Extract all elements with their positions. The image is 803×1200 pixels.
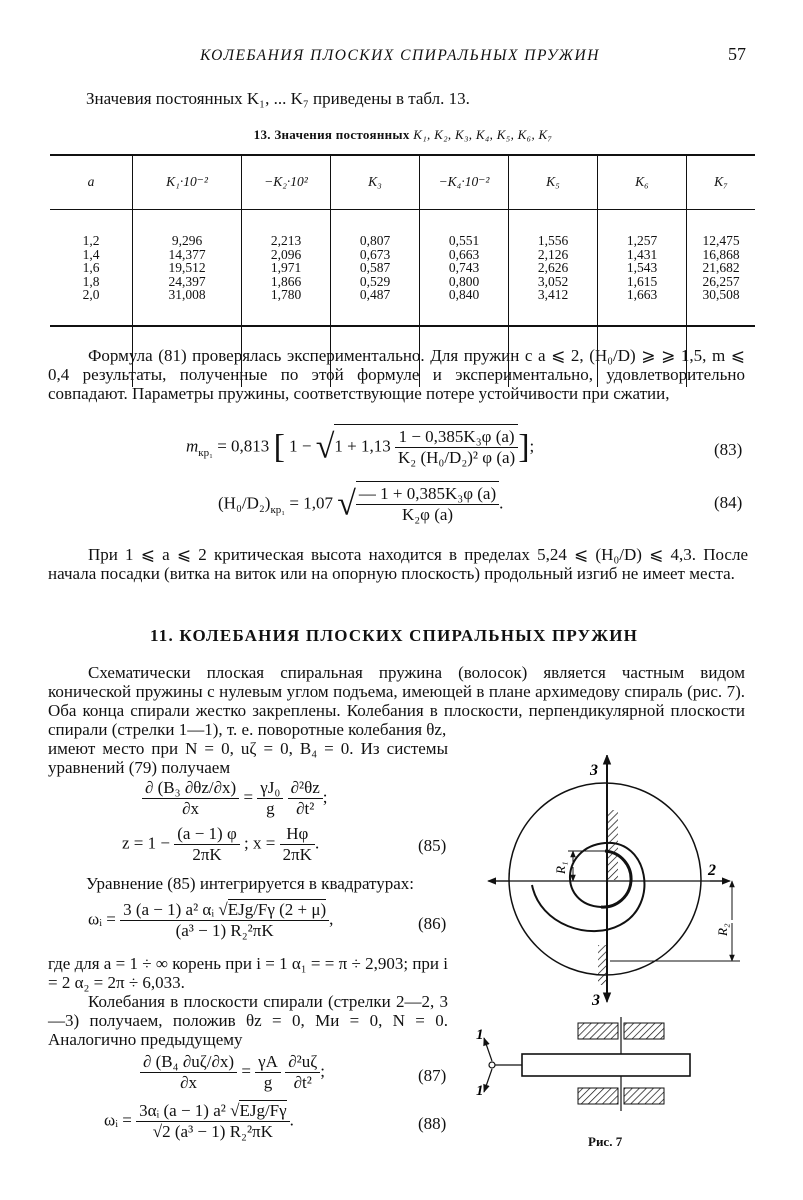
table-cell: 1,2 <box>82 233 100 248</box>
equation-torsional <box>142 778 328 819</box>
table-cell: 1,257 <box>626 233 658 248</box>
sqrt-body <box>334 424 518 468</box>
side-pivot <box>489 1062 495 1068</box>
figure-7 <box>470 755 770 1140</box>
sqrt-sign: √ <box>315 428 335 466</box>
table-cell: 1,431 <box>626 246 658 262</box>
eq85-den: 2πK <box>192 845 222 864</box>
eq83-inner: 1 + 1,13 <box>334 436 391 456</box>
table-cell: 0,663 <box>448 246 480 262</box>
col-header: K₃ <box>331 155 420 210</box>
paragraph-text: где для a = 1 ÷ ∞ корень при i = 1 α₁ = = π ÷ 2,903; при i = 2 α₂ = 2π ÷ 6,033. <box>48 954 448 992</box>
eq86-fraction <box>120 900 329 941</box>
eq88-den-tail: R₂²πK <box>229 1122 273 1141</box>
table-cell: 9,296 <box>171 233 203 248</box>
equation-85 <box>122 824 319 865</box>
eq85-num: (a − 1) φ <box>174 824 240 845</box>
eq87-frac2 <box>255 1052 281 1093</box>
paragraph-critical-height <box>48 545 748 583</box>
paragraph-text: При 1 ⩽ a ⩽ 2 критическая высота находится в пределах 5,24 ⩽ (H₀/D) ⩽ 4,3. После начала посадки (витка на виток или на опорную плоскость) продольный изгиб не имеет места. <box>48 545 748 583</box>
eq84-sub: кр₁ <box>270 503 286 516</box>
table-cell: 2,626 <box>537 260 569 276</box>
col-header: K₅ <box>509 155 598 210</box>
eqA-num1: ∂ (B₃ ∂θz/∂x) <box>142 778 239 799</box>
left-bracket: [ <box>273 428 285 466</box>
eq87-equals: = <box>241 1061 251 1081</box>
table-cell: 1,780 <box>270 287 302 303</box>
eq87-frac3 <box>285 1052 320 1093</box>
eq87-frac1 <box>140 1052 237 1093</box>
eq85-mid: ; x = <box>244 833 276 853</box>
eq85-number: (85) <box>418 836 447 855</box>
eqA-den3: ∂t² <box>296 799 315 818</box>
equation-83 <box>186 424 534 468</box>
eq86-number: (86) <box>418 914 447 933</box>
eq83-num: 1 − 0,385K₃φ (a) <box>395 427 518 448</box>
eq85-frac1 <box>174 824 240 865</box>
side-clamp-right-bottom <box>624 1088 664 1104</box>
eq84-tail: . <box>499 493 504 513</box>
right-bracket: ] <box>518 428 530 466</box>
table-caption-symbols: K₁, K₂, K₃, K₄, K₅, K₆, K₇ <box>413 127 553 142</box>
eq87-number: (87) <box>418 1066 447 1085</box>
table-cell: 1,663 <box>626 287 658 303</box>
table-cell: 0,807 <box>359 233 391 248</box>
eq87-den2: g <box>263 1073 273 1092</box>
paragraph-text: имеют место при N = 0, uζ = 0, B₄ = 0. Из системы уравнений (79) получаем <box>48 739 448 777</box>
table-cell: 30,508 <box>702 287 740 303</box>
equation-87 <box>140 1052 325 1093</box>
eq84-number: (84) <box>714 493 743 512</box>
eq88-num: 3αᵢ (a − 1) a² <box>139 1101 226 1120</box>
eq83-fraction <box>395 427 518 468</box>
table-cell: 21,682 <box>702 260 740 276</box>
paragraph-in-plane <box>48 992 448 1049</box>
table-header-row <box>50 155 755 210</box>
equation-88 <box>104 1101 294 1142</box>
eq88-number: (88) <box>418 1114 447 1133</box>
table-cell: 0,487 <box>359 287 391 303</box>
table-rule-bottom <box>50 325 755 327</box>
table-cell: 3,412 <box>537 287 569 303</box>
col-header: K₁·10⁻² <box>133 155 242 210</box>
eqA-den2: g <box>266 799 275 818</box>
table-caption-text: Значения постоянных <box>274 127 410 142</box>
label-r2: R₂ <box>715 923 730 936</box>
eq86-num: 3 (a − 1) a² αᵢ <box>123 900 215 919</box>
label-3-top: 3 <box>590 762 598 779</box>
eqA-frac1 <box>142 778 239 819</box>
eq83-lhs: m <box>186 436 199 456</box>
paragraph-text: Уравнение (85) интегрируется в квадратурах: <box>86 874 415 893</box>
eq86-num-row: 3 (a − 1) a² αᵢ √EJg/Fγ (2 + μ) <box>120 900 329 921</box>
eq83-coef: = 0,813 <box>217 436 270 456</box>
table-cell: 19,512 <box>168 260 206 276</box>
table-cell: 16,868 <box>702 246 740 262</box>
table-cell: 1,615 <box>626 273 658 289</box>
eq86-lhs: ωᵢ = <box>88 909 116 929</box>
arrow-1-top <box>484 1038 492 1061</box>
eq88-tail: . <box>289 1110 294 1130</box>
eq84-lhs: (H₀/D₂) <box>218 493 271 513</box>
paragraph-spiral-intro <box>48 663 745 739</box>
table-cell: 31,008 <box>168 287 206 303</box>
sqrt-body <box>356 481 499 525</box>
eqA-tail: ; <box>322 787 328 807</box>
lower-clamp-hatch <box>598 945 608 985</box>
table-cell: 2,096 <box>270 246 302 262</box>
table-cell: 1,971 <box>270 260 302 276</box>
equation-86 <box>88 900 333 941</box>
figure-caption: Рис. 7 <box>588 1134 623 1149</box>
eqA-frac3 <box>288 778 323 819</box>
eq88-lhs: ωᵢ = <box>104 1110 132 1130</box>
table-cell: 0,587 <box>359 260 391 276</box>
table-cell: 0,840 <box>448 287 480 303</box>
eq84-num: — 1 + 0,385K₃φ (a) <box>356 484 499 505</box>
table-cell: 24,397 <box>168 273 206 289</box>
eq84-fraction <box>356 484 499 525</box>
col-header: K₆ <box>598 155 687 210</box>
eq88-fraction <box>136 1101 290 1142</box>
table-caption <box>118 127 688 143</box>
eq85-frac2 <box>280 824 315 865</box>
eq85-tail: . <box>314 833 320 853</box>
eq83-sub: кр₁ <box>198 446 213 459</box>
eq83-number: (83) <box>714 440 743 459</box>
intro-text: Значевия постоянных K₁, ... K₇ приведены в табл. 13. <box>86 89 470 108</box>
table-number: 13. <box>253 127 271 142</box>
eq88-root: EJg/Fγ <box>239 1101 287 1120</box>
running-title: КОЛЕБАНИЯ ПЛОСКИХ СПИРАЛЬНЫХ ПРУЖИН <box>200 47 600 64</box>
eq85-z: z = 1 − <box>122 833 170 853</box>
table-cell: 2,126 <box>537 246 569 262</box>
table-cell: 0,529 <box>359 273 391 289</box>
label-r1: R₁ <box>553 861 568 874</box>
table-cell: 0,743 <box>448 260 480 276</box>
eqA-frac2 <box>257 778 283 819</box>
eq86-tail: , <box>329 909 334 929</box>
paragraph-formula-81 <box>48 346 745 403</box>
table-cell: 3,052 <box>537 273 569 289</box>
table-cell: 1,556 <box>537 233 569 248</box>
table-cell: 2,213 <box>270 233 302 248</box>
sqrt-sign: √ <box>337 485 356 523</box>
eqA-den1: ∂x <box>182 799 200 818</box>
eq87-den3: ∂t² <box>293 1073 312 1092</box>
eq88-num-row: 3αᵢ (a − 1) a² √EJg/Fγ <box>136 1101 290 1122</box>
eqA-num2: γJ₀ <box>257 778 283 799</box>
page-number: 57 <box>728 44 746 64</box>
equation-84 <box>218 481 503 525</box>
eq87-den1: ∂x <box>180 1073 197 1092</box>
eq86-root: EJg/Fγ (2 + μ) <box>227 900 327 919</box>
eq83-den: K₂ (H₀/D₂)² φ (a) <box>398 448 516 467</box>
eq87-tail: ; <box>320 1061 325 1081</box>
table-cell: 26,257 <box>702 273 740 289</box>
paragraph-spiral-continued <box>48 739 448 777</box>
table-cell: 0,673 <box>359 246 391 262</box>
table-cell: 1,8 <box>82 273 100 289</box>
col-header: K₇ <box>687 155 756 210</box>
table-cell: 1,6 <box>82 260 100 276</box>
side-clamp-right-top <box>624 1023 664 1039</box>
eqA-num3: ∂²θz <box>288 778 323 799</box>
col-header: −K₂·10² <box>242 155 331 210</box>
eq84-coef: = 1,07 <box>289 493 333 513</box>
section-title: 11. КОЛЕБАНИЯ ПЛОСКИХ СПИРАЛЬНЫХ ПРУЖИН <box>150 626 639 645</box>
col-header: a <box>50 155 133 210</box>
table-cell: 0,551 <box>448 233 480 248</box>
upper-clamp-hatch <box>608 810 618 880</box>
col-header: −K₄·10⁻² <box>420 155 509 210</box>
eqA-equals: = <box>243 787 254 807</box>
eq87-num1: ∂ (B₄ ∂uζ/∂x) <box>140 1052 237 1073</box>
label-2: 2 <box>708 862 716 879</box>
label-1-top: 1 <box>476 1027 484 1043</box>
eq87-num3: ∂²uζ <box>285 1052 320 1073</box>
table-cell: 12,475 <box>702 233 740 248</box>
side-clamp-left-bottom <box>578 1088 618 1104</box>
label-1-bottom: 1 <box>476 1083 484 1099</box>
paragraph-text: Схематически плоская спиральная пружина (волосок) является частным видом конической пружины с нулевым углом подъема, имеющей в плане архимедову спираль (рис. 7). Оба конца спирали жестко закреплены. Колебания в плоскости, перпендикулярной плоскости спирали (стрелки 1—1), т. е. поворотные колебания θz, <box>48 663 745 739</box>
table-cell: 1,4 <box>82 246 100 262</box>
arrow-1-bottom <box>484 1069 492 1092</box>
table-cell: 2,0 <box>82 287 100 303</box>
eq83-one-minus: 1 − <box>289 436 312 456</box>
side-spring-body <box>522 1054 690 1076</box>
paragraph-text: Формула (81) проверялась экспериментально. Для пружин с a ⩽ 2, (H₀/D) ⩾ ⩾ 1,5, m ⩽ 0,4 результаты, полученные по этой формуле и экспериментально, удовлетворительно совпадают. Параметры пружины, соответствующие потере устойчивости при сжатии, <box>48 346 745 403</box>
paragraph-quadratures <box>86 874 456 893</box>
eq83-tail: ; <box>529 436 535 456</box>
paragraph-roots <box>48 954 448 992</box>
eq85-den2: 2πK <box>282 845 312 864</box>
eq84-den: K₂φ (a) <box>401 505 454 524</box>
eq87-num2: γA <box>255 1052 281 1073</box>
eq85-num2: Hφ <box>280 824 315 845</box>
eq86-den: (a³ − 1) R₂²πK <box>175 921 274 940</box>
side-clamp-left-top <box>578 1023 618 1039</box>
table-cell: 1,543 <box>626 260 658 276</box>
table-cell: 14,377 <box>168 246 206 262</box>
table-cell: 0,800 <box>448 273 480 289</box>
eq88-den-row: √2 (a³ − 1) R₂²πK <box>152 1122 273 1141</box>
paragraph-text: Колебания в плоскости спирали (стрелки 2—2, 3—3) получаем, положив θz = 0, Mи = 0, N = 0. Аналогично предыдущему <box>48 992 448 1049</box>
label-3-bottom: 3 <box>592 992 600 1009</box>
spiral-outer-coil <box>532 843 644 931</box>
eq88-den-root: 2 (a³ − 1) <box>162 1122 226 1141</box>
table-cell: 1,866 <box>270 273 302 289</box>
